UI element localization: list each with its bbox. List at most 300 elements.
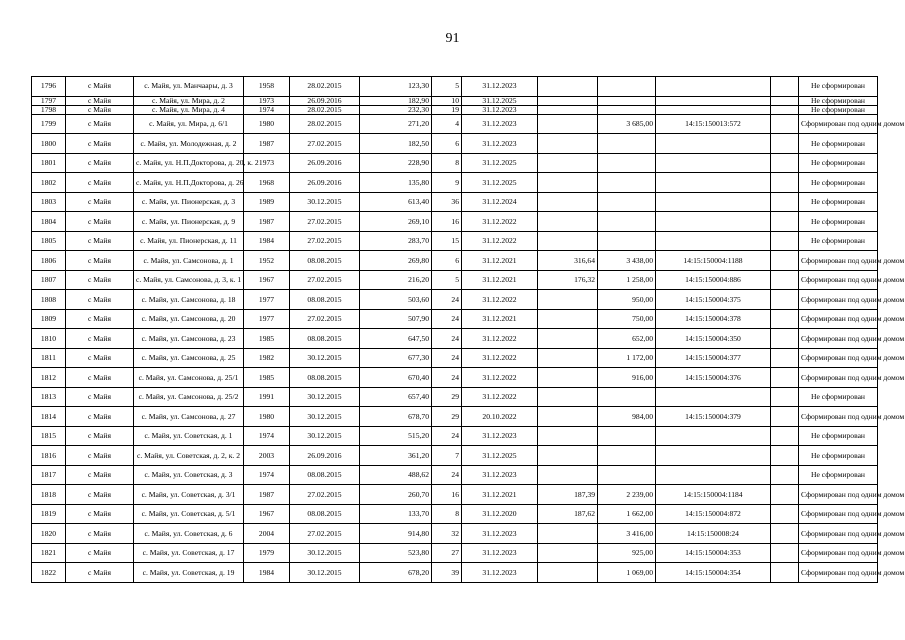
address-cell: с. Майя, ул. Советская, д. 19 [134, 563, 244, 583]
count-cell: 16 [432, 485, 462, 505]
cadastral-number-cell [656, 212, 771, 232]
area-cell: 678,20 [360, 563, 432, 583]
status-cell: Сформирован под одним домом [799, 348, 878, 368]
cadastral-number-cell [656, 105, 771, 114]
area-cell: 670,40 [360, 368, 432, 388]
row-number-cell: 1800 [32, 134, 66, 154]
value-cell [538, 134, 598, 154]
settlement-cell: с Майя [66, 446, 134, 466]
cadastral-number-cell [656, 77, 771, 97]
table-row [32, 387, 878, 407]
deadline-cell: 31.12.2023 [462, 114, 538, 134]
address-cell: с. Майя, ул. Советская, д. 17 [134, 543, 244, 563]
deadline-cell: 31.12.2021 [462, 485, 538, 505]
land-area-cell [598, 426, 656, 446]
table-row [32, 504, 878, 524]
settlement-cell: с Майя [66, 270, 134, 290]
cadastral-number-cell: 14:15:150004:376 [656, 368, 771, 388]
status-cell: Сформирован под одним домом [799, 270, 878, 290]
row-number-cell: 1812 [32, 368, 66, 388]
address-cell: с. Майя, ул. Мира, д. 2 [134, 96, 244, 105]
row-number-cell: 1804 [32, 212, 66, 232]
value-cell [538, 426, 598, 446]
cadastral-number-cell: 14:15:150013:572 [656, 114, 771, 134]
row-number-cell: 1821 [32, 543, 66, 563]
address-cell: с. Майя, ул. Советская, д. 6 [134, 524, 244, 544]
count-cell: 5 [432, 270, 462, 290]
table-row [32, 348, 878, 368]
date-cell: 30.12.2015 [290, 407, 360, 427]
cadastral-number-cell [656, 96, 771, 105]
land-area-cell: 925,00 [598, 543, 656, 563]
area-cell: 232,30 [360, 105, 432, 114]
value-cell [538, 96, 598, 105]
address-cell: с. Майя, ул. Самсонова, д. 1 [134, 251, 244, 271]
land-area-cell [598, 134, 656, 154]
value-cell [538, 543, 598, 563]
deadline-cell: 31.12.2025 [462, 153, 538, 173]
date-cell: 28.02.2015 [290, 77, 360, 97]
deadline-cell: 31.12.2023 [462, 77, 538, 97]
year-built-cell: 1991 [244, 387, 290, 407]
cadastral-number-cell: 14:15:150004:872 [656, 504, 771, 524]
page-number: 91 [445, 31, 460, 46]
land-area-cell: 1 258,00 [598, 270, 656, 290]
empty-cell [771, 105, 799, 114]
status-cell: Сформирован под одним домом [799, 485, 878, 505]
land-area-cell: 3 438,00 [598, 251, 656, 271]
empty-cell [771, 524, 799, 544]
value-cell [538, 290, 598, 310]
status-cell: Не сформирован [799, 465, 878, 485]
land-area-cell [598, 153, 656, 173]
address-cell: с. Майя, ул. Советская, д. 1 [134, 426, 244, 446]
table-row [32, 96, 878, 105]
area-cell: 260,70 [360, 485, 432, 505]
address-cell: с. Майя, ул. Мира, д. 6/1 [134, 114, 244, 134]
empty-cell [771, 212, 799, 232]
count-cell: 6 [432, 251, 462, 271]
area-cell: 361,20 [360, 446, 432, 466]
deadline-cell: 31.12.2023 [462, 524, 538, 544]
row-number-cell: 1802 [32, 173, 66, 193]
settlement-cell: с Майя [66, 329, 134, 349]
land-area-cell: 652,00 [598, 329, 656, 349]
count-cell: 19 [432, 105, 462, 114]
land-area-cell [598, 387, 656, 407]
settlement-cell: с Майя [66, 485, 134, 505]
deadline-cell: 31.12.2024 [462, 192, 538, 212]
value-cell: 176,32 [538, 270, 598, 290]
empty-cell [771, 426, 799, 446]
settlement-cell: с Майя [66, 96, 134, 105]
deadline-cell: 31.12.2023 [462, 465, 538, 485]
land-area-cell [598, 77, 656, 97]
deadline-cell: 31.12.2022 [462, 329, 538, 349]
settlement-cell: с Майя [66, 426, 134, 446]
land-area-cell [598, 231, 656, 251]
row-number-cell: 1808 [32, 290, 66, 310]
empty-cell [771, 348, 799, 368]
empty-cell [771, 251, 799, 271]
deadline-cell: 31.12.2022 [462, 290, 538, 310]
status-cell: Не сформирован [799, 153, 878, 173]
empty-cell [771, 270, 799, 290]
date-cell: 08.08.2015 [290, 465, 360, 485]
address-cell: с. Майя, ул. Советская, д. 5/1 [134, 504, 244, 524]
year-built-cell: 1984 [244, 563, 290, 583]
area-cell: 523,80 [360, 543, 432, 563]
empty-cell [771, 153, 799, 173]
land-area-cell: 750,00 [598, 309, 656, 329]
deadline-cell: 31.12.2020 [462, 504, 538, 524]
deadline-cell: 31.12.2023 [462, 426, 538, 446]
settlement-cell: с Майя [66, 212, 134, 232]
date-cell: 27.02.2015 [290, 309, 360, 329]
status-cell: Сформирован под одним домом [799, 504, 878, 524]
cadastral-number-cell: 14:15:150008:24 [656, 524, 771, 544]
date-cell: 26.09.2016 [290, 173, 360, 193]
value-cell [538, 524, 598, 544]
cadastral-number-cell: 14:15:150004:350 [656, 329, 771, 349]
row-number-cell: 1810 [32, 329, 66, 349]
empty-cell [771, 114, 799, 134]
year-built-cell: 1987 [244, 485, 290, 505]
count-cell: 36 [432, 192, 462, 212]
year-built-cell: 1989 [244, 192, 290, 212]
date-cell: 27.02.2015 [290, 270, 360, 290]
status-cell: Сформирован под одним домом [799, 251, 878, 271]
status-cell: Не сформирован [799, 426, 878, 446]
count-cell: 9 [432, 173, 462, 193]
address-cell: с. Майя, ул. Самсонова, д. 25 [134, 348, 244, 368]
land-area-cell [598, 173, 656, 193]
value-cell [538, 114, 598, 134]
area-cell: 269,80 [360, 251, 432, 271]
status-cell: Сформирован под одним домом [799, 290, 878, 310]
settlement-cell: с Майя [66, 309, 134, 329]
count-cell: 39 [432, 563, 462, 583]
area-cell: 216,20 [360, 270, 432, 290]
land-area-cell: 984,00 [598, 407, 656, 427]
area-cell: 507,90 [360, 309, 432, 329]
value-cell [538, 465, 598, 485]
deadline-cell: 20.10.2022 [462, 407, 538, 427]
date-cell: 08.08.2015 [290, 290, 360, 310]
date-cell: 28.02.2015 [290, 114, 360, 134]
row-number-cell: 1805 [32, 231, 66, 251]
settlement-cell: с Майя [66, 407, 134, 427]
value-cell [538, 368, 598, 388]
value-cell [538, 231, 598, 251]
table-row [32, 251, 878, 271]
table-row [32, 231, 878, 251]
status-cell: Сформирован под одним домом [799, 563, 878, 583]
value-cell [538, 446, 598, 466]
date-cell: 26.09.2016 [290, 96, 360, 105]
row-number-cell: 1813 [32, 387, 66, 407]
row-number-cell: 1819 [32, 504, 66, 524]
address-cell: с. Майя, ул. Самсонова, д. 23 [134, 329, 244, 349]
address-cell: с. Майя, ул. Молодежная, д. 2 [134, 134, 244, 154]
settlement-cell: с Майя [66, 105, 134, 114]
row-number-cell: 1799 [32, 114, 66, 134]
empty-cell [771, 543, 799, 563]
cadastral-number-cell [656, 134, 771, 154]
row-number-cell: 1801 [32, 153, 66, 173]
area-cell: 503,60 [360, 290, 432, 310]
table-row [32, 329, 878, 349]
deadline-cell: 31.12.2022 [462, 348, 538, 368]
land-area-cell: 1 662,00 [598, 504, 656, 524]
row-number-cell: 1820 [32, 524, 66, 544]
year-built-cell: 1987 [244, 212, 290, 232]
settlement-cell: с Майя [66, 77, 134, 97]
value-cell [538, 153, 598, 173]
land-area-cell [598, 212, 656, 232]
row-number-cell: 1803 [32, 192, 66, 212]
address-cell: с. Майя, ул. Советская, д. 3 [134, 465, 244, 485]
date-cell: 30.12.2015 [290, 387, 360, 407]
land-area-cell: 950,00 [598, 290, 656, 310]
cadastral-number-cell: 14:15:150004:378 [656, 309, 771, 329]
settlement-cell: с Майя [66, 290, 134, 310]
date-cell: 08.08.2015 [290, 329, 360, 349]
year-built-cell: 1977 [244, 290, 290, 310]
cadastral-number-cell: 14:15:150004:1188 [656, 251, 771, 271]
value-cell: 316,64 [538, 251, 598, 271]
area-cell: 488,62 [360, 465, 432, 485]
count-cell: 24 [432, 329, 462, 349]
land-area-cell: 1 069,00 [598, 563, 656, 583]
year-built-cell: 1974 [244, 105, 290, 114]
empty-cell [771, 465, 799, 485]
value-cell: 187,62 [538, 504, 598, 524]
cadastral-number-cell: 14:15:150004:375 [656, 290, 771, 310]
status-cell: Сформирован под одним домом [799, 524, 878, 544]
year-built-cell: 1958 [244, 77, 290, 97]
empty-cell [771, 485, 799, 505]
table-row [32, 114, 878, 134]
settlement-cell: с Майя [66, 563, 134, 583]
count-cell: 29 [432, 387, 462, 407]
area-cell: 678,70 [360, 407, 432, 427]
year-built-cell: 1967 [244, 504, 290, 524]
date-cell: 28.02.2015 [290, 105, 360, 114]
address-cell: с. Майя, ул. Самсонова, д. 27 [134, 407, 244, 427]
area-cell: 228,90 [360, 153, 432, 173]
cadastral-number-cell: 14:15:150004:886 [656, 270, 771, 290]
row-number-cell: 1806 [32, 251, 66, 271]
cadastral-number-cell: 14:15:150004:1184 [656, 485, 771, 505]
empty-cell [771, 309, 799, 329]
settlement-cell: с Майя [66, 543, 134, 563]
status-cell: Не сформирован [799, 387, 878, 407]
status-cell: Сформирован под одним домом [799, 543, 878, 563]
area-cell: 269,10 [360, 212, 432, 232]
settlement-cell: с Майя [66, 504, 134, 524]
area-cell: 914,80 [360, 524, 432, 544]
address-cell: с. Майя, ул. Советская, д. 2, к. 2 [134, 446, 244, 466]
settlement-cell: с Майя [66, 348, 134, 368]
row-number-cell: 1817 [32, 465, 66, 485]
date-cell: 30.12.2015 [290, 192, 360, 212]
area-cell: 135,80 [360, 173, 432, 193]
land-area-cell: 916,00 [598, 368, 656, 388]
land-area-cell: 1 172,00 [598, 348, 656, 368]
date-cell: 08.08.2015 [290, 368, 360, 388]
area-cell: 647,50 [360, 329, 432, 349]
cadastral-number-cell [656, 153, 771, 173]
value-cell [538, 105, 598, 114]
area-cell: 677,30 [360, 348, 432, 368]
value-cell [538, 77, 598, 97]
status-cell: Сформирован под одним домом [799, 309, 878, 329]
year-built-cell: 1985 [244, 329, 290, 349]
row-number-cell: 1798 [32, 105, 66, 114]
count-cell: 24 [432, 426, 462, 446]
status-cell: Не сформирован [799, 446, 878, 466]
settlement-cell: с Майя [66, 251, 134, 271]
area-cell: 182,90 [360, 96, 432, 105]
row-number-cell: 1796 [32, 77, 66, 97]
year-built-cell: 1984 [244, 231, 290, 251]
year-built-cell: 1977 [244, 309, 290, 329]
status-cell: Не сформирован [799, 96, 878, 105]
deadline-cell: 31.12.2025 [462, 173, 538, 193]
count-cell: 24 [432, 348, 462, 368]
table-row [32, 524, 878, 544]
address-cell: с. Майя, ул. Самсонова, д. 3, к. 1 [134, 270, 244, 290]
status-cell: Не сформирован [799, 134, 878, 154]
status-cell: Сформирован под одним домом [799, 329, 878, 349]
address-cell: с. Майя, ул. Н.П.Докторова, д. 20, к. 2 [134, 153, 244, 173]
value-cell [538, 407, 598, 427]
status-cell: Не сформирован [799, 173, 878, 193]
settlement-cell: с Майя [66, 524, 134, 544]
table-row [32, 407, 878, 427]
year-built-cell: 1987 [244, 134, 290, 154]
settlement-cell: с Майя [66, 231, 134, 251]
value-cell: 187,39 [538, 485, 598, 505]
table-row [32, 212, 878, 232]
address-cell: с. Майя, ул. Манчаары, д. 3 [134, 77, 244, 97]
row-number-cell: 1811 [32, 348, 66, 368]
table-row [32, 192, 878, 212]
area-cell: 271,20 [360, 114, 432, 134]
value-cell [538, 192, 598, 212]
address-cell: с. Майя, ул. Самсонова, д. 20 [134, 309, 244, 329]
value-cell [538, 348, 598, 368]
date-cell: 30.12.2015 [290, 426, 360, 446]
table-row [32, 563, 878, 583]
area-cell: 182,50 [360, 134, 432, 154]
cadastral-number-cell: 14:15:150004:354 [656, 563, 771, 583]
land-area-cell [598, 446, 656, 466]
table-row [32, 105, 878, 114]
row-number-cell: 1818 [32, 485, 66, 505]
count-cell: 24 [432, 465, 462, 485]
settlement-cell: с Майя [66, 114, 134, 134]
table-row [32, 368, 878, 388]
land-area-cell: 3 416,00 [598, 524, 656, 544]
table-row [32, 153, 878, 173]
date-cell: 26.09.2016 [290, 153, 360, 173]
empty-cell [771, 504, 799, 524]
date-cell: 26.09.2016 [290, 446, 360, 466]
date-cell: 30.12.2015 [290, 563, 360, 583]
value-cell [538, 329, 598, 349]
cadastral-number-cell [656, 173, 771, 193]
date-cell: 08.08.2015 [290, 504, 360, 524]
empty-cell [771, 231, 799, 251]
settlement-cell: с Майя [66, 192, 134, 212]
area-cell: 283,70 [360, 231, 432, 251]
area-cell: 123,30 [360, 77, 432, 97]
date-cell: 30.12.2015 [290, 543, 360, 563]
table-row [32, 77, 878, 97]
empty-cell [771, 77, 799, 97]
registry-body [32, 77, 905, 583]
table-row [32, 309, 878, 329]
registry-table [31, 76, 905, 583]
empty-cell [771, 134, 799, 154]
address-cell: с. Майя, ул. Самсонова, д. 18 [134, 290, 244, 310]
deadline-cell: 31.12.2022 [462, 387, 538, 407]
deadline-cell: 31.12.2025 [462, 96, 538, 105]
empty-cell [771, 290, 799, 310]
year-built-cell: 1982 [244, 348, 290, 368]
deadline-cell: 31.12.2023 [462, 563, 538, 583]
date-cell: 27.02.2015 [290, 524, 360, 544]
count-cell: 24 [432, 368, 462, 388]
deadline-cell: 31.12.2023 [462, 543, 538, 563]
cadastral-number-cell [656, 387, 771, 407]
settlement-cell: с Майя [66, 134, 134, 154]
empty-cell [771, 387, 799, 407]
year-built-cell: 1985 [244, 368, 290, 388]
year-built-cell: 1980 [244, 407, 290, 427]
status-cell: Сформирован под одним домом [799, 407, 878, 427]
address-cell: с. Майя, ул. Пионерская, д. 9 [134, 212, 244, 232]
land-area-cell [598, 105, 656, 114]
area-cell: 613,40 [360, 192, 432, 212]
settlement-cell: с Майя [66, 153, 134, 173]
empty-cell [771, 368, 799, 388]
count-cell: 4 [432, 114, 462, 134]
year-built-cell: 2004 [244, 524, 290, 544]
date-cell: 08.08.2015 [290, 251, 360, 271]
address-cell: с. Майя, ул. Самсонова, д. 25/2 [134, 387, 244, 407]
address-cell: с. Майя, ул. Н.П.Докторова, д. 26 [134, 173, 244, 193]
row-number-cell: 1797 [32, 96, 66, 105]
land-area-cell: 3 685,00 [598, 114, 656, 134]
year-built-cell: 1974 [244, 426, 290, 446]
status-cell: Не сформирован [799, 105, 878, 114]
settlement-cell: с Майя [66, 465, 134, 485]
year-built-cell: 1967 [244, 270, 290, 290]
count-cell: 15 [432, 231, 462, 251]
area-cell: 133,70 [360, 504, 432, 524]
status-cell: Сформирован под одним домом [799, 368, 878, 388]
count-cell: 29 [432, 407, 462, 427]
deadline-cell: 31.12.2022 [462, 368, 538, 388]
row-number-cell: 1814 [32, 407, 66, 427]
row-number-cell: 1809 [32, 309, 66, 329]
settlement-cell: с Майя [66, 173, 134, 193]
deadline-cell: 31.12.2021 [462, 309, 538, 329]
count-cell: 8 [432, 153, 462, 173]
